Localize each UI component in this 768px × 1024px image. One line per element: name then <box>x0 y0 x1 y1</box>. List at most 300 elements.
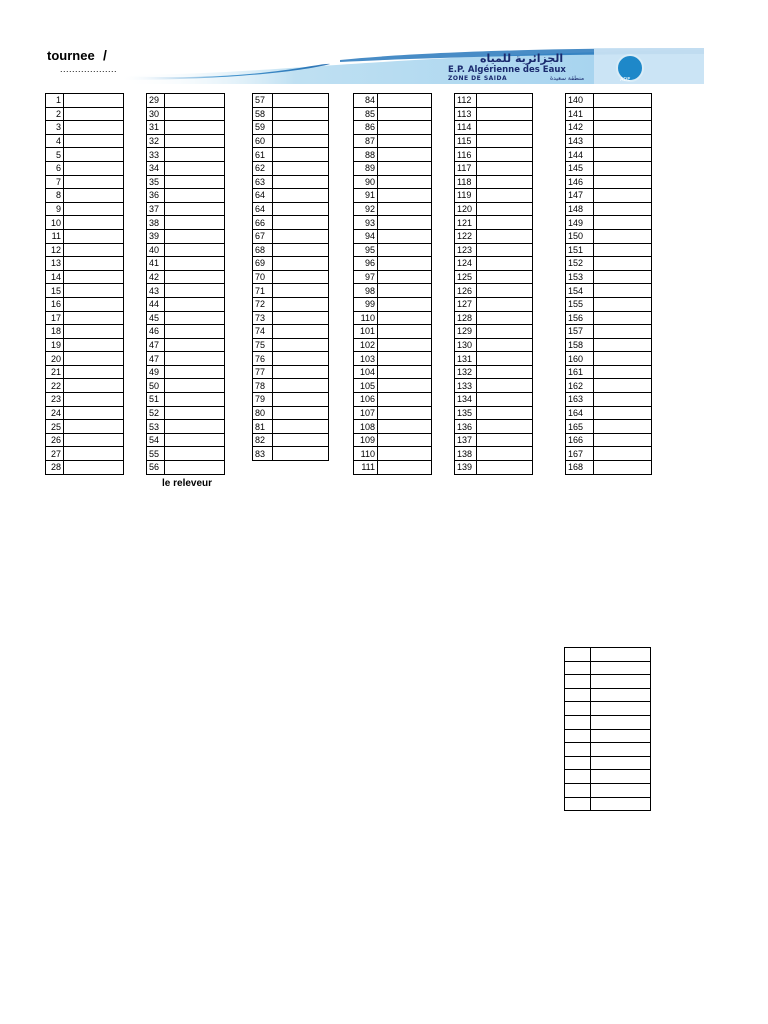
reading-value-cell[interactable] <box>477 311 533 325</box>
reading-table-6 <box>565 93 652 475</box>
summary-key-cell[interactable] <box>565 702 591 716</box>
table-row <box>46 284 124 298</box>
org-name-arabic: الجزائرية للمياه <box>480 52 564 65</box>
reading-value-cell[interactable] <box>594 175 652 189</box>
reading-value-cell[interactable] <box>378 216 432 230</box>
reading-value-cell[interactable] <box>594 379 652 393</box>
meter-number-cell: 58 <box>253 107 273 121</box>
meter-number-cell: 28 <box>46 461 64 475</box>
reading-value-cell[interactable] <box>64 393 124 407</box>
summary-row <box>565 702 651 716</box>
meter-number-cell: 96 <box>354 257 378 271</box>
reading-value-cell[interactable] <box>165 365 225 379</box>
meter-number-cell: 122 <box>455 229 477 243</box>
reading-value-cell[interactable] <box>594 338 652 352</box>
reading-value-cell[interactable] <box>165 379 225 393</box>
reading-value-cell[interactable] <box>165 175 225 189</box>
reading-value-cell[interactable] <box>477 352 533 366</box>
meter-number-cell: 146 <box>566 175 594 189</box>
reading-value-cell[interactable] <box>477 189 533 203</box>
reading-value-cell[interactable] <box>273 216 329 230</box>
reading-value-cell[interactable] <box>378 433 432 447</box>
summary-key-cell[interactable] <box>565 715 591 729</box>
reading-value-cell[interactable] <box>594 311 652 325</box>
table-row <box>147 121 225 135</box>
reading-value-cell[interactable] <box>165 393 225 407</box>
reading-value-cell[interactable] <box>64 433 124 447</box>
table-row <box>354 229 432 243</box>
summary-key-cell[interactable] <box>565 770 591 784</box>
meter-number-cell: 72 <box>253 297 273 311</box>
reading-value-cell[interactable] <box>64 243 124 257</box>
table-row <box>566 433 652 447</box>
table-row <box>147 433 225 447</box>
table-row <box>46 420 124 434</box>
table-row <box>566 216 652 230</box>
table-row <box>147 352 225 366</box>
reading-value-cell[interactable] <box>594 216 652 230</box>
reading-value-cell[interactable] <box>378 379 432 393</box>
summary-key-cell[interactable] <box>565 648 591 662</box>
reading-value-cell[interactable] <box>273 338 329 352</box>
meter-number-cell: 124 <box>455 257 477 271</box>
reading-value-cell[interactable] <box>477 134 533 148</box>
reading-value-cell[interactable] <box>64 94 124 108</box>
reading-value-cell[interactable] <box>165 352 225 366</box>
meter-number-cell: 14 <box>46 270 64 284</box>
meter-number-cell: 40 <box>147 243 165 257</box>
table-row <box>354 406 432 420</box>
reading-value-cell[interactable] <box>273 325 329 339</box>
reading-value-cell[interactable] <box>594 420 652 434</box>
reading-value-cell[interactable] <box>594 393 652 407</box>
meter-number-cell: 91 <box>354 189 378 203</box>
summary-value-cell[interactable] <box>591 756 651 770</box>
reading-value-cell[interactable] <box>273 229 329 243</box>
reading-value-cell[interactable] <box>594 447 652 461</box>
reading-value-cell[interactable] <box>64 216 124 230</box>
reading-value-cell[interactable] <box>273 420 329 434</box>
meter-number-cell: 111 <box>354 461 378 475</box>
reading-value-cell[interactable] <box>64 121 124 135</box>
meter-number-cell: 117 <box>455 161 477 175</box>
table-row <box>46 338 124 352</box>
summary-key-cell[interactable] <box>565 661 591 675</box>
reading-value-cell[interactable] <box>64 161 124 175</box>
meter-number-cell: 125 <box>455 270 477 284</box>
reading-value-cell[interactable] <box>378 270 432 284</box>
table-row <box>253 433 329 447</box>
reading-value-cell[interactable] <box>165 297 225 311</box>
reading-value-cell[interactable] <box>378 107 432 121</box>
meter-number-cell: 13 <box>46 257 64 271</box>
table-row <box>455 420 533 434</box>
reading-value-cell[interactable] <box>378 134 432 148</box>
reading-value-cell[interactable] <box>477 229 533 243</box>
meter-number-cell: 27 <box>46 447 64 461</box>
summary-value-cell[interactable] <box>591 675 651 689</box>
reading-value-cell[interactable] <box>378 311 432 325</box>
reading-value-cell[interactable] <box>378 257 432 271</box>
meter-number-cell: 64 <box>253 202 273 216</box>
table-row <box>354 161 432 175</box>
meter-number-cell: 9 <box>46 202 64 216</box>
reading-value-cell[interactable] <box>64 257 124 271</box>
reading-value-cell[interactable] <box>273 433 329 447</box>
meter-number-cell: 84 <box>354 94 378 108</box>
table-row <box>455 243 533 257</box>
table-row <box>46 393 124 407</box>
reading-value-cell[interactable] <box>594 161 652 175</box>
summary-value-cell[interactable] <box>591 702 651 716</box>
table-row <box>46 379 124 393</box>
reading-value-cell[interactable] <box>273 243 329 257</box>
table-row <box>46 229 124 243</box>
reading-value-cell[interactable] <box>273 94 329 108</box>
reading-value-cell[interactable] <box>477 447 533 461</box>
reading-value-cell[interactable] <box>378 420 432 434</box>
reading-value-cell[interactable] <box>477 270 533 284</box>
reading-value-cell[interactable] <box>273 148 329 162</box>
summary-key-cell[interactable] <box>565 688 591 702</box>
reading-value-cell[interactable] <box>378 461 432 475</box>
reading-value-cell[interactable] <box>64 175 124 189</box>
reading-value-cell[interactable] <box>64 148 124 162</box>
table-row <box>566 379 652 393</box>
reading-value-cell[interactable] <box>273 189 329 203</box>
summary-value-cell[interactable] <box>591 743 651 757</box>
reading-value-cell[interactable] <box>378 297 432 311</box>
meter-number-cell: 149 <box>566 216 594 230</box>
reading-value-cell[interactable] <box>64 284 124 298</box>
reading-value-cell[interactable] <box>594 94 652 108</box>
reading-value-cell[interactable] <box>477 420 533 434</box>
table-row <box>46 243 124 257</box>
reading-value-cell[interactable] <box>594 297 652 311</box>
reading-value-cell[interactable] <box>273 121 329 135</box>
reading-value-cell[interactable] <box>594 243 652 257</box>
table-row <box>253 270 329 284</box>
reading-value-cell[interactable] <box>378 393 432 407</box>
reading-value-cell[interactable] <box>273 352 329 366</box>
meter-number-cell: 164 <box>566 406 594 420</box>
meter-number-cell: 157 <box>566 325 594 339</box>
reading-value-cell[interactable] <box>477 161 533 175</box>
reading-value-cell[interactable] <box>165 189 225 203</box>
reading-value-cell[interactable] <box>477 202 533 216</box>
table-row <box>147 461 225 475</box>
reading-value-cell[interactable] <box>165 243 225 257</box>
table-row <box>147 175 225 189</box>
reading-value-cell[interactable] <box>273 447 329 461</box>
reading-value-cell[interactable] <box>378 284 432 298</box>
reading-value-cell[interactable] <box>273 257 329 271</box>
reading-value-cell[interactable] <box>165 420 225 434</box>
reading-value-cell[interactable] <box>64 379 124 393</box>
summary-row <box>565 770 651 784</box>
table-row <box>566 134 652 148</box>
reading-value-cell[interactable] <box>64 229 124 243</box>
meter-number-cell: 110 <box>354 447 378 461</box>
summary-key-cell[interactable] <box>565 743 591 757</box>
meter-number-cell: 140 <box>566 94 594 108</box>
reading-value-cell[interactable] <box>165 134 225 148</box>
reading-value-cell[interactable] <box>477 338 533 352</box>
reading-value-cell[interactable] <box>273 202 329 216</box>
meter-number-cell: 88 <box>354 148 378 162</box>
reading-value-cell[interactable] <box>273 393 329 407</box>
reading-value-cell[interactable] <box>165 461 225 475</box>
summary-key-cell[interactable] <box>565 783 591 797</box>
reading-value-cell[interactable] <box>477 216 533 230</box>
reading-value-cell[interactable] <box>477 433 533 447</box>
table-row <box>566 94 652 108</box>
summary-key-cell[interactable] <box>565 675 591 689</box>
table-row <box>354 107 432 121</box>
table-row <box>566 121 652 135</box>
reading-value-cell[interactable] <box>64 270 124 284</box>
table-row <box>46 175 124 189</box>
reading-value-cell[interactable] <box>165 121 225 135</box>
table-row <box>455 148 533 162</box>
reading-value-cell[interactable] <box>378 148 432 162</box>
reading-value-cell[interactable] <box>273 161 329 175</box>
table-row <box>455 352 533 366</box>
summary-value-cell[interactable] <box>591 797 651 811</box>
reading-value-cell[interactable] <box>165 270 225 284</box>
summary-value-cell[interactable] <box>591 715 651 729</box>
reading-value-cell[interactable] <box>477 121 533 135</box>
meter-number-cell: 19 <box>46 338 64 352</box>
meter-number-cell: 20 <box>46 352 64 366</box>
meter-number-cell: 77 <box>253 365 273 379</box>
reading-value-cell[interactable] <box>273 406 329 420</box>
reading-value-cell[interactable] <box>165 325 225 339</box>
reading-value-cell[interactable] <box>64 365 124 379</box>
reading-value-cell[interactable] <box>165 216 225 230</box>
reading-value-cell[interactable] <box>64 297 124 311</box>
meter-number-cell: 152 <box>566 257 594 271</box>
reading-value-cell[interactable] <box>594 229 652 243</box>
reading-value-cell[interactable] <box>594 284 652 298</box>
reading-value-cell[interactable] <box>273 365 329 379</box>
reading-value-cell[interactable] <box>165 161 225 175</box>
table-row <box>46 161 124 175</box>
reading-value-cell[interactable] <box>378 338 432 352</box>
meter-number-cell: 93 <box>354 216 378 230</box>
reading-value-cell[interactable] <box>165 257 225 271</box>
table-row <box>354 461 432 475</box>
summary-value-cell[interactable] <box>591 770 651 784</box>
reading-value-cell[interactable] <box>378 94 432 108</box>
reading-value-cell[interactable] <box>273 270 329 284</box>
table-row <box>147 189 225 203</box>
meter-number-cell: 35 <box>147 175 165 189</box>
reading-value-cell[interactable] <box>477 365 533 379</box>
reading-value-cell[interactable] <box>273 379 329 393</box>
reading-value-cell[interactable] <box>165 338 225 352</box>
reading-value-cell[interactable] <box>378 121 432 135</box>
reading-value-cell[interactable] <box>64 107 124 121</box>
meter-number-cell: 167 <box>566 447 594 461</box>
reading-value-cell[interactable] <box>378 243 432 257</box>
meter-number-cell: 74 <box>253 325 273 339</box>
table-row <box>566 257 652 271</box>
table-row <box>46 257 124 271</box>
meter-number-cell: 165 <box>566 420 594 434</box>
reading-value-cell[interactable] <box>165 229 225 243</box>
meter-number-cell: 130 <box>455 338 477 352</box>
table-row <box>455 284 533 298</box>
summary-value-cell[interactable] <box>591 688 651 702</box>
table-row <box>455 338 533 352</box>
meter-number-cell: 141 <box>566 107 594 121</box>
reading-value-cell[interactable] <box>378 447 432 461</box>
reading-value-cell[interactable] <box>594 134 652 148</box>
reading-value-cell[interactable] <box>594 270 652 284</box>
table-row <box>253 189 329 203</box>
reading-value-cell[interactable] <box>165 94 225 108</box>
reading-value-cell[interactable] <box>273 284 329 298</box>
meter-number-cell: 41 <box>147 257 165 271</box>
meter-number-cell: 53 <box>147 420 165 434</box>
meter-number-cell: 156 <box>566 311 594 325</box>
reading-value-cell[interactable] <box>594 121 652 135</box>
reading-value-cell[interactable] <box>64 447 124 461</box>
reading-value-cell[interactable] <box>273 175 329 189</box>
reading-value-cell[interactable] <box>378 406 432 420</box>
table-row <box>566 107 652 121</box>
reading-value-cell[interactable] <box>477 94 533 108</box>
summary-key-cell[interactable] <box>565 756 591 770</box>
meter-number-cell: 144 <box>566 148 594 162</box>
reading-value-cell[interactable] <box>165 202 225 216</box>
reading-value-cell[interactable] <box>477 175 533 189</box>
meter-number-cell: 63 <box>253 175 273 189</box>
reading-value-cell[interactable] <box>594 461 652 475</box>
reading-value-cell[interactable] <box>165 284 225 298</box>
table-row <box>147 148 225 162</box>
summary-value-cell[interactable] <box>591 661 651 675</box>
meter-number-cell: 71 <box>253 284 273 298</box>
reading-value-cell[interactable] <box>477 393 533 407</box>
table-row <box>354 379 432 393</box>
reading-value-cell[interactable] <box>64 406 124 420</box>
reading-value-cell[interactable] <box>594 107 652 121</box>
reading-value-cell[interactable] <box>594 202 652 216</box>
reading-value-cell[interactable] <box>594 433 652 447</box>
meter-number-cell: 138 <box>455 447 477 461</box>
reading-value-cell[interactable] <box>477 325 533 339</box>
reading-value-cell[interactable] <box>594 365 652 379</box>
table-row <box>147 161 225 175</box>
reading-value-cell[interactable] <box>378 352 432 366</box>
reading-value-cell[interactable] <box>477 297 533 311</box>
table-row <box>566 148 652 162</box>
reading-value-cell[interactable] <box>378 365 432 379</box>
reading-value-cell[interactable] <box>165 107 225 121</box>
reading-value-cell[interactable] <box>477 243 533 257</box>
reading-value-cell[interactable] <box>64 202 124 216</box>
summary-value-cell[interactable] <box>591 648 651 662</box>
meter-number-cell: 21 <box>46 365 64 379</box>
reading-value-cell[interactable] <box>64 311 124 325</box>
reading-value-cell[interactable] <box>64 420 124 434</box>
reading-value-cell[interactable] <box>378 161 432 175</box>
reading-value-cell[interactable] <box>594 148 652 162</box>
reading-value-cell[interactable] <box>594 189 652 203</box>
reading-value-cell[interactable] <box>477 257 533 271</box>
reading-value-cell[interactable] <box>273 297 329 311</box>
reading-value-cell[interactable] <box>378 189 432 203</box>
reading-value-cell[interactable] <box>477 107 533 121</box>
reading-value-cell[interactable] <box>378 325 432 339</box>
reading-value-cell[interactable] <box>378 175 432 189</box>
reading-value-cell[interactable] <box>378 229 432 243</box>
reading-value-cell[interactable] <box>477 379 533 393</box>
reading-value-cell[interactable] <box>477 148 533 162</box>
table-row <box>253 284 329 298</box>
table-row <box>46 311 124 325</box>
table-row <box>46 202 124 216</box>
reading-value-cell[interactable] <box>594 406 652 420</box>
table-row <box>46 352 124 366</box>
reading-value-cell[interactable] <box>64 325 124 339</box>
meter-number-cell: 97 <box>354 270 378 284</box>
meter-number-cell: 17 <box>46 311 64 325</box>
table-row <box>354 94 432 108</box>
table-row <box>253 379 329 393</box>
table-row <box>46 94 124 108</box>
meter-number-cell: 85 <box>354 107 378 121</box>
table-row <box>354 257 432 271</box>
reading-value-cell[interactable] <box>477 406 533 420</box>
reading-value-cell[interactable] <box>64 461 124 475</box>
summary-value-cell[interactable] <box>591 783 651 797</box>
reading-value-cell[interactable] <box>165 311 225 325</box>
reading-value-cell[interactable] <box>594 352 652 366</box>
reading-value-cell[interactable] <box>165 406 225 420</box>
summary-key-cell[interactable] <box>565 797 591 811</box>
meter-number-cell: 161 <box>566 365 594 379</box>
reading-value-cell[interactable] <box>594 325 652 339</box>
reading-value-cell[interactable] <box>378 202 432 216</box>
reading-value-cell[interactable] <box>64 134 124 148</box>
summary-key-cell[interactable] <box>565 729 591 743</box>
reading-value-cell[interactable] <box>64 352 124 366</box>
reading-value-cell[interactable] <box>273 134 329 148</box>
reading-value-cell[interactable] <box>165 447 225 461</box>
reading-value-cell[interactable] <box>273 311 329 325</box>
reading-value-cell[interactable] <box>64 338 124 352</box>
reading-value-cell[interactable] <box>594 257 652 271</box>
reading-table-2 <box>146 93 225 475</box>
reading-value-cell[interactable] <box>477 284 533 298</box>
summary-value-cell[interactable] <box>591 729 651 743</box>
meter-number-cell: 147 <box>566 189 594 203</box>
table-row <box>354 447 432 461</box>
meter-number-cell: 5 <box>46 148 64 162</box>
reading-value-cell[interactable] <box>165 148 225 162</box>
reading-value-cell[interactable] <box>165 433 225 447</box>
meter-number-cell: 45 <box>147 311 165 325</box>
meter-number-cell: 30 <box>147 107 165 121</box>
table-row <box>354 311 432 325</box>
reading-value-cell[interactable] <box>273 107 329 121</box>
reading-value-cell[interactable] <box>64 189 124 203</box>
reading-value-cell[interactable] <box>477 461 533 475</box>
table-row <box>147 325 225 339</box>
